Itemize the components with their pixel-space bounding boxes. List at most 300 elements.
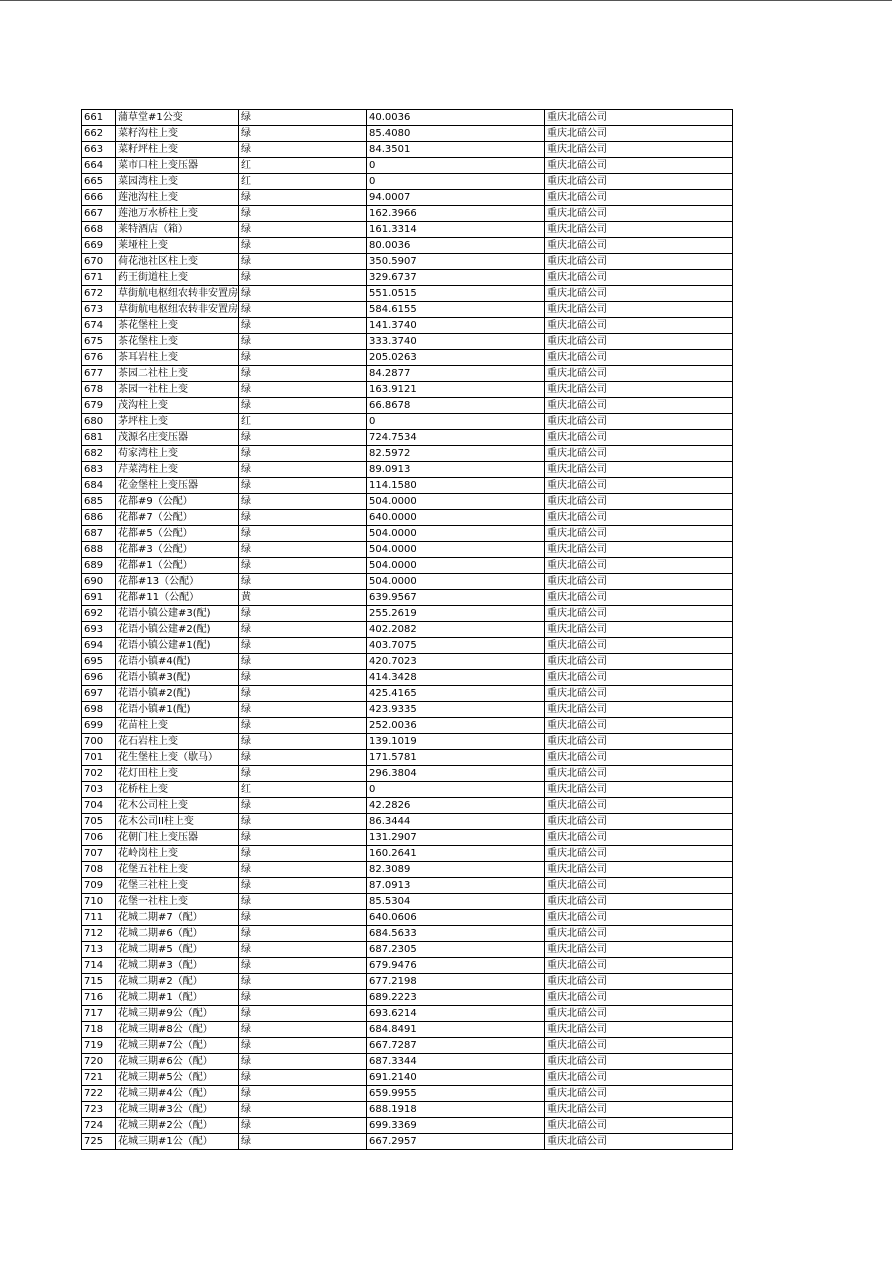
cell-row-number: 701 xyxy=(82,750,116,766)
cell-value: 255.2619 xyxy=(367,606,545,622)
cell-status: 绿 xyxy=(239,862,367,878)
cell-status: 绿 xyxy=(239,462,367,478)
cell-status: 绿 xyxy=(239,910,367,926)
cell-company: 重庆北碚公司 xyxy=(545,558,733,574)
cell-status: 绿 xyxy=(239,958,367,974)
cell-station-name: 茶园一社柱上变 xyxy=(116,382,239,398)
cell-status: 绿 xyxy=(239,126,367,142)
table-row xyxy=(82,846,733,862)
table-row xyxy=(82,942,733,958)
cell-value: 94.0007 xyxy=(367,190,545,206)
cell-station-name: 花城二期#6（配） xyxy=(116,926,239,942)
cell-station-name: 花堡三社柱上变 xyxy=(116,878,239,894)
cell-value: 84.3501 xyxy=(367,142,545,158)
table-row xyxy=(82,878,733,894)
cell-row-number: 684 xyxy=(82,478,116,494)
cell-value: 0 xyxy=(367,782,545,798)
cell-company: 重庆北碚公司 xyxy=(545,670,733,686)
cell-station-name: 菜籽沟柱上变 xyxy=(116,126,239,142)
cell-value: 89.0913 xyxy=(367,462,545,478)
cell-status: 绿 xyxy=(239,574,367,590)
cell-status: 红 xyxy=(239,158,367,174)
cell-status: 绿 xyxy=(239,382,367,398)
cell-value: 423.9335 xyxy=(367,702,545,718)
cell-company: 重庆北碚公司 xyxy=(545,318,733,334)
cell-row-number: 663 xyxy=(82,142,116,158)
table-row xyxy=(82,190,733,206)
cell-company: 重庆北碚公司 xyxy=(545,846,733,862)
cell-company: 重庆北碚公司 xyxy=(545,1118,733,1134)
cell-value: 504.0000 xyxy=(367,542,545,558)
cell-status: 绿 xyxy=(239,1086,367,1102)
cell-value: 0 xyxy=(367,174,545,190)
cell-station-name: 菜市口柱上变压器 xyxy=(116,158,239,174)
cell-station-name: 花都#11（公配） xyxy=(116,590,239,606)
cell-company: 重庆北碚公司 xyxy=(545,622,733,638)
cell-station-name: 花木公司II柱上变 xyxy=(116,814,239,830)
cell-row-number: 661 xyxy=(82,110,116,126)
cell-station-name: 花都#9（公配） xyxy=(116,494,239,510)
table-row xyxy=(82,430,733,446)
cell-status: 绿 xyxy=(239,814,367,830)
cell-status: 绿 xyxy=(239,1038,367,1054)
cell-value: 679.9476 xyxy=(367,958,545,974)
cell-row-number: 682 xyxy=(82,446,116,462)
cell-status: 绿 xyxy=(239,110,367,126)
cell-value: 42.2826 xyxy=(367,798,545,814)
cell-value: 504.0000 xyxy=(367,494,545,510)
table-row xyxy=(82,606,733,622)
table-row xyxy=(82,510,733,526)
cell-company: 重庆北碚公司 xyxy=(545,814,733,830)
cell-company: 重庆北碚公司 xyxy=(545,1070,733,1086)
cell-company: 重庆北碚公司 xyxy=(545,446,733,462)
cell-row-number: 665 xyxy=(82,174,116,190)
cell-station-name: 草街航电枢纽农转非安置房 xyxy=(116,286,239,302)
cell-status: 绿 xyxy=(239,846,367,862)
cell-company: 重庆北碚公司 xyxy=(545,462,733,478)
cell-row-number: 722 xyxy=(82,1086,116,1102)
cell-station-name: 花灯田柱上变 xyxy=(116,766,239,782)
cell-station-name: 草街航电枢纽农转非安置房 xyxy=(116,302,239,318)
cell-company: 重庆北碚公司 xyxy=(545,110,733,126)
cell-company: 重庆北碚公司 xyxy=(545,798,733,814)
cell-row-number: 679 xyxy=(82,398,116,414)
cell-value: 551.0515 xyxy=(367,286,545,302)
cell-value: 84.2877 xyxy=(367,366,545,382)
cell-company: 重庆北碚公司 xyxy=(545,590,733,606)
cell-row-number: 715 xyxy=(82,974,116,990)
cell-status: 绿 xyxy=(239,622,367,638)
cell-row-number: 725 xyxy=(82,1134,116,1150)
cell-value: 0 xyxy=(367,414,545,430)
cell-company: 重庆北碚公司 xyxy=(545,734,733,750)
table-row xyxy=(82,1038,733,1054)
table-row xyxy=(82,638,733,654)
cell-station-name: 茂沟柱上变 xyxy=(116,398,239,414)
cell-status: 绿 xyxy=(239,334,367,350)
cell-station-name: 花语小镇公建#2(配) xyxy=(116,622,239,638)
cell-value: 403.7075 xyxy=(367,638,545,654)
cell-station-name: 花城二期#5（配） xyxy=(116,942,239,958)
cell-value: 677.2198 xyxy=(367,974,545,990)
cell-station-name: 花都#1（公配） xyxy=(116,558,239,574)
cell-value: 425.4165 xyxy=(367,686,545,702)
cell-row-number: 702 xyxy=(82,766,116,782)
table-row xyxy=(82,302,733,318)
cell-status: 绿 xyxy=(239,222,367,238)
cell-status: 绿 xyxy=(239,254,367,270)
cell-station-name: 莲池沟柱上变 xyxy=(116,190,239,206)
cell-row-number: 698 xyxy=(82,702,116,718)
cell-station-name: 莱垭柱上变 xyxy=(116,238,239,254)
cell-company: 重庆北碚公司 xyxy=(545,430,733,446)
cell-status: 绿 xyxy=(239,142,367,158)
cell-status: 绿 xyxy=(239,302,367,318)
table-row xyxy=(82,830,733,846)
cell-company: 重庆北碚公司 xyxy=(545,830,733,846)
table-row xyxy=(82,494,733,510)
table-row xyxy=(82,574,733,590)
cell-company: 重庆北碚公司 xyxy=(545,174,733,190)
cell-value: 139.1019 xyxy=(367,734,545,750)
cell-status: 绿 xyxy=(239,366,367,382)
table-row xyxy=(82,654,733,670)
cell-station-name: 花都#5（公配） xyxy=(116,526,239,542)
cell-station-name: 花堡五社柱上变 xyxy=(116,862,239,878)
cell-company: 重庆北碚公司 xyxy=(545,894,733,910)
cell-status: 绿 xyxy=(239,750,367,766)
cell-value: 329.6737 xyxy=(367,270,545,286)
cell-status: 绿 xyxy=(239,446,367,462)
table-row xyxy=(82,750,733,766)
cell-row-number: 685 xyxy=(82,494,116,510)
cell-row-number: 706 xyxy=(82,830,116,846)
table-row xyxy=(82,206,733,222)
cell-station-name: 茶花堡柱上变 xyxy=(116,334,239,350)
cell-status: 绿 xyxy=(239,1118,367,1134)
table-row xyxy=(82,670,733,686)
cell-station-name: 花城二期#1（配） xyxy=(116,990,239,1006)
cell-row-number: 668 xyxy=(82,222,116,238)
table-row xyxy=(82,974,733,990)
cell-value: 82.3089 xyxy=(367,862,545,878)
table-row xyxy=(82,446,733,462)
cell-row-number: 712 xyxy=(82,926,116,942)
cell-station-name: 蒲草堂#1公变 xyxy=(116,110,239,126)
cell-value: 724.7534 xyxy=(367,430,545,446)
cell-row-number: 676 xyxy=(82,350,116,366)
cell-company: 重庆北碚公司 xyxy=(545,1102,733,1118)
cell-company: 重庆北碚公司 xyxy=(545,1086,733,1102)
cell-status: 绿 xyxy=(239,878,367,894)
cell-row-number: 700 xyxy=(82,734,116,750)
cell-status: 绿 xyxy=(239,702,367,718)
cell-value: 684.5633 xyxy=(367,926,545,942)
cell-row-number: 718 xyxy=(82,1022,116,1038)
cell-station-name: 花生堡柱上变（歇马） xyxy=(116,750,239,766)
cell-company: 重庆北碚公司 xyxy=(545,638,733,654)
table-row xyxy=(82,126,733,142)
table-row xyxy=(82,270,733,286)
table-row xyxy=(82,286,733,302)
cell-row-number: 711 xyxy=(82,910,116,926)
cell-company: 重庆北碚公司 xyxy=(545,494,733,510)
cell-status: 绿 xyxy=(239,430,367,446)
table-row xyxy=(82,590,733,606)
cell-row-number: 699 xyxy=(82,718,116,734)
cell-value: 689.2223 xyxy=(367,990,545,1006)
cell-company: 重庆北碚公司 xyxy=(545,718,733,734)
cell-value: 333.3740 xyxy=(367,334,545,350)
cell-station-name: 花城三期#6公（配） xyxy=(116,1054,239,1070)
cell-company: 重庆北碚公司 xyxy=(545,750,733,766)
cell-value: 640.0606 xyxy=(367,910,545,926)
cell-value: 85.5304 xyxy=(367,894,545,910)
cell-station-name: 花语小镇#2(配) xyxy=(116,686,239,702)
cell-row-number: 691 xyxy=(82,590,116,606)
cell-status: 红 xyxy=(239,414,367,430)
cell-company: 重庆北碚公司 xyxy=(545,1022,733,1038)
cell-status: 绿 xyxy=(239,1070,367,1086)
cell-value: 296.3804 xyxy=(367,766,545,782)
cell-company: 重庆北碚公司 xyxy=(545,926,733,942)
cell-row-number: 664 xyxy=(82,158,116,174)
cell-company: 重庆北碚公司 xyxy=(545,510,733,526)
cell-company: 重庆北碚公司 xyxy=(545,654,733,670)
cell-value: 252.0036 xyxy=(367,718,545,734)
table-row xyxy=(82,462,733,478)
cell-company: 重庆北碚公司 xyxy=(545,254,733,270)
cell-value: 131.2907 xyxy=(367,830,545,846)
cell-company: 重庆北碚公司 xyxy=(545,366,733,382)
cell-status: 绿 xyxy=(239,318,367,334)
cell-row-number: 671 xyxy=(82,270,116,286)
cell-row-number: 688 xyxy=(82,542,116,558)
cell-value: 687.3344 xyxy=(367,1054,545,1070)
table-row xyxy=(82,1118,733,1134)
cell-row-number: 678 xyxy=(82,382,116,398)
cell-row-number: 719 xyxy=(82,1038,116,1054)
cell-row-number: 710 xyxy=(82,894,116,910)
cell-value: 171.5781 xyxy=(367,750,545,766)
table-row xyxy=(82,318,733,334)
table-row xyxy=(82,174,733,190)
cell-station-name: 茶耳岩柱上变 xyxy=(116,350,239,366)
cell-station-name: 花石岩柱上变 xyxy=(116,734,239,750)
cell-value: 687.2305 xyxy=(367,942,545,958)
cell-station-name: 花城三期#1公（配） xyxy=(116,1134,239,1150)
cell-station-name: 芹菜湾柱上变 xyxy=(116,462,239,478)
cell-company: 重庆北碚公司 xyxy=(545,910,733,926)
cell-station-name: 花城三期#7公（配） xyxy=(116,1038,239,1054)
cell-station-name: 花都#7（公配） xyxy=(116,510,239,526)
cell-station-name: 菜园湾柱上变 xyxy=(116,174,239,190)
cell-company: 重庆北碚公司 xyxy=(545,414,733,430)
table-row xyxy=(82,958,733,974)
cell-value: 0 xyxy=(367,158,545,174)
table-row xyxy=(82,1070,733,1086)
cell-row-number: 707 xyxy=(82,846,116,862)
cell-status: 红 xyxy=(239,782,367,798)
cell-value: 699.3369 xyxy=(367,1118,545,1134)
cell-company: 重庆北碚公司 xyxy=(545,206,733,222)
cell-company: 重庆北碚公司 xyxy=(545,974,733,990)
table-row xyxy=(82,350,733,366)
cell-status: 绿 xyxy=(239,974,367,990)
cell-row-number: 677 xyxy=(82,366,116,382)
cell-row-number: 686 xyxy=(82,510,116,526)
cell-value: 205.0263 xyxy=(367,350,545,366)
cell-status: 绿 xyxy=(239,478,367,494)
cell-status: 绿 xyxy=(239,926,367,942)
cell-company: 重庆北碚公司 xyxy=(545,686,733,702)
table-row xyxy=(82,526,733,542)
cell-company: 重庆北碚公司 xyxy=(545,702,733,718)
cell-status: 绿 xyxy=(239,286,367,302)
cell-value: 87.0913 xyxy=(367,878,545,894)
cell-value: 420.7023 xyxy=(367,654,545,670)
cell-row-number: 681 xyxy=(82,430,116,446)
page-top-border xyxy=(0,0,892,1)
cell-status: 绿 xyxy=(239,494,367,510)
cell-company: 重庆北碚公司 xyxy=(545,334,733,350)
cell-station-name: 花城三期#3公（配） xyxy=(116,1102,239,1118)
cell-row-number: 667 xyxy=(82,206,116,222)
cell-station-name: 花语小镇公建#3(配) xyxy=(116,606,239,622)
cell-company: 重庆北碚公司 xyxy=(545,942,733,958)
cell-row-number: 670 xyxy=(82,254,116,270)
cell-company: 重庆北碚公司 xyxy=(545,350,733,366)
cell-company: 重庆北碚公司 xyxy=(545,574,733,590)
cell-value: 40.0036 xyxy=(367,110,545,126)
cell-status: 绿 xyxy=(239,718,367,734)
table-row xyxy=(82,718,733,734)
cell-station-name: 花木公司柱上变 xyxy=(116,798,239,814)
cell-row-number: 669 xyxy=(82,238,116,254)
cell-station-name: 茅坪柱上变 xyxy=(116,414,239,430)
cell-status: 绿 xyxy=(239,638,367,654)
cell-company: 重庆北碚公司 xyxy=(545,286,733,302)
cell-status: 绿 xyxy=(239,558,367,574)
cell-company: 重庆北碚公司 xyxy=(545,766,733,782)
cell-value: 66.8678 xyxy=(367,398,545,414)
table-row xyxy=(82,366,733,382)
cell-value: 350.5907 xyxy=(367,254,545,270)
table-row xyxy=(82,238,733,254)
cell-status: 红 xyxy=(239,174,367,190)
table-row xyxy=(82,1102,733,1118)
cell-station-name: 花城二期#3（配） xyxy=(116,958,239,974)
cell-station-name: 荷花池社区柱上变 xyxy=(116,254,239,270)
cell-status: 绿 xyxy=(239,206,367,222)
cell-company: 重庆北碚公司 xyxy=(545,302,733,318)
table-row xyxy=(82,894,733,910)
cell-value: 691.2140 xyxy=(367,1070,545,1086)
cell-row-number: 704 xyxy=(82,798,116,814)
cell-value: 114.1580 xyxy=(367,478,545,494)
cell-value: 584.6155 xyxy=(367,302,545,318)
cell-value: 82.5972 xyxy=(367,446,545,462)
cell-company: 重庆北碚公司 xyxy=(545,1134,733,1150)
cell-station-name: 花金堡柱上变压器 xyxy=(116,478,239,494)
table-row xyxy=(82,1006,733,1022)
cell-company: 重庆北碚公司 xyxy=(545,542,733,558)
cell-company: 重庆北碚公司 xyxy=(545,990,733,1006)
cell-company: 重庆北碚公司 xyxy=(545,526,733,542)
cell-row-number: 666 xyxy=(82,190,116,206)
cell-status: 黄 xyxy=(239,590,367,606)
table-row xyxy=(82,622,733,638)
cell-status: 绿 xyxy=(239,894,367,910)
cell-row-number: 689 xyxy=(82,558,116,574)
cell-status: 绿 xyxy=(239,190,367,206)
cell-row-number: 675 xyxy=(82,334,116,350)
table-row xyxy=(82,814,733,830)
cell-status: 绿 xyxy=(239,766,367,782)
cell-row-number: 716 xyxy=(82,990,116,1006)
table-row xyxy=(82,702,733,718)
cell-company: 重庆北碚公司 xyxy=(545,1006,733,1022)
cell-status: 绿 xyxy=(239,686,367,702)
cell-status: 绿 xyxy=(239,830,367,846)
cell-company: 重庆北碚公司 xyxy=(545,478,733,494)
cell-status: 绿 xyxy=(239,1022,367,1038)
table-body xyxy=(82,110,733,1150)
cell-status: 绿 xyxy=(239,270,367,286)
cell-company: 重庆北碚公司 xyxy=(545,270,733,286)
cell-company: 重庆北碚公司 xyxy=(545,1054,733,1070)
table-row xyxy=(82,686,733,702)
table-row xyxy=(82,798,733,814)
table-row xyxy=(82,398,733,414)
cell-station-name: 花语小镇公建#1(配) xyxy=(116,638,239,654)
table-row xyxy=(82,1022,733,1038)
cell-value: 414.3428 xyxy=(367,670,545,686)
cell-company: 重庆北碚公司 xyxy=(545,606,733,622)
table-row xyxy=(82,382,733,398)
table-row xyxy=(82,222,733,238)
cell-company: 重庆北碚公司 xyxy=(545,126,733,142)
cell-value: 402.2082 xyxy=(367,622,545,638)
data-table xyxy=(81,109,733,1150)
cell-status: 绿 xyxy=(239,398,367,414)
cell-value: 80.0036 xyxy=(367,238,545,254)
cell-value: 667.2957 xyxy=(367,1134,545,1150)
cell-value: 659.9955 xyxy=(367,1086,545,1102)
cell-row-number: 680 xyxy=(82,414,116,430)
cell-value: 688.1918 xyxy=(367,1102,545,1118)
cell-value: 85.4080 xyxy=(367,126,545,142)
table-row xyxy=(82,558,733,574)
cell-station-name: 莲池万水桥柱上变 xyxy=(116,206,239,222)
cell-station-name: 茂源名庄变压器 xyxy=(116,430,239,446)
table-row xyxy=(82,542,733,558)
table-row xyxy=(82,254,733,270)
cell-station-name: 花岭岗柱上变 xyxy=(116,846,239,862)
cell-station-name: 花都#3（公配） xyxy=(116,542,239,558)
cell-row-number: 703 xyxy=(82,782,116,798)
table-row xyxy=(82,782,733,798)
cell-row-number: 708 xyxy=(82,862,116,878)
table-row xyxy=(82,414,733,430)
cell-value: 639.9567 xyxy=(367,590,545,606)
cell-station-name: 花都#13（公配） xyxy=(116,574,239,590)
cell-company: 重庆北碚公司 xyxy=(545,158,733,174)
cell-row-number: 690 xyxy=(82,574,116,590)
cell-station-name: 菜籽坪柱上变 xyxy=(116,142,239,158)
cell-station-name: 花语小镇#1(配) xyxy=(116,702,239,718)
